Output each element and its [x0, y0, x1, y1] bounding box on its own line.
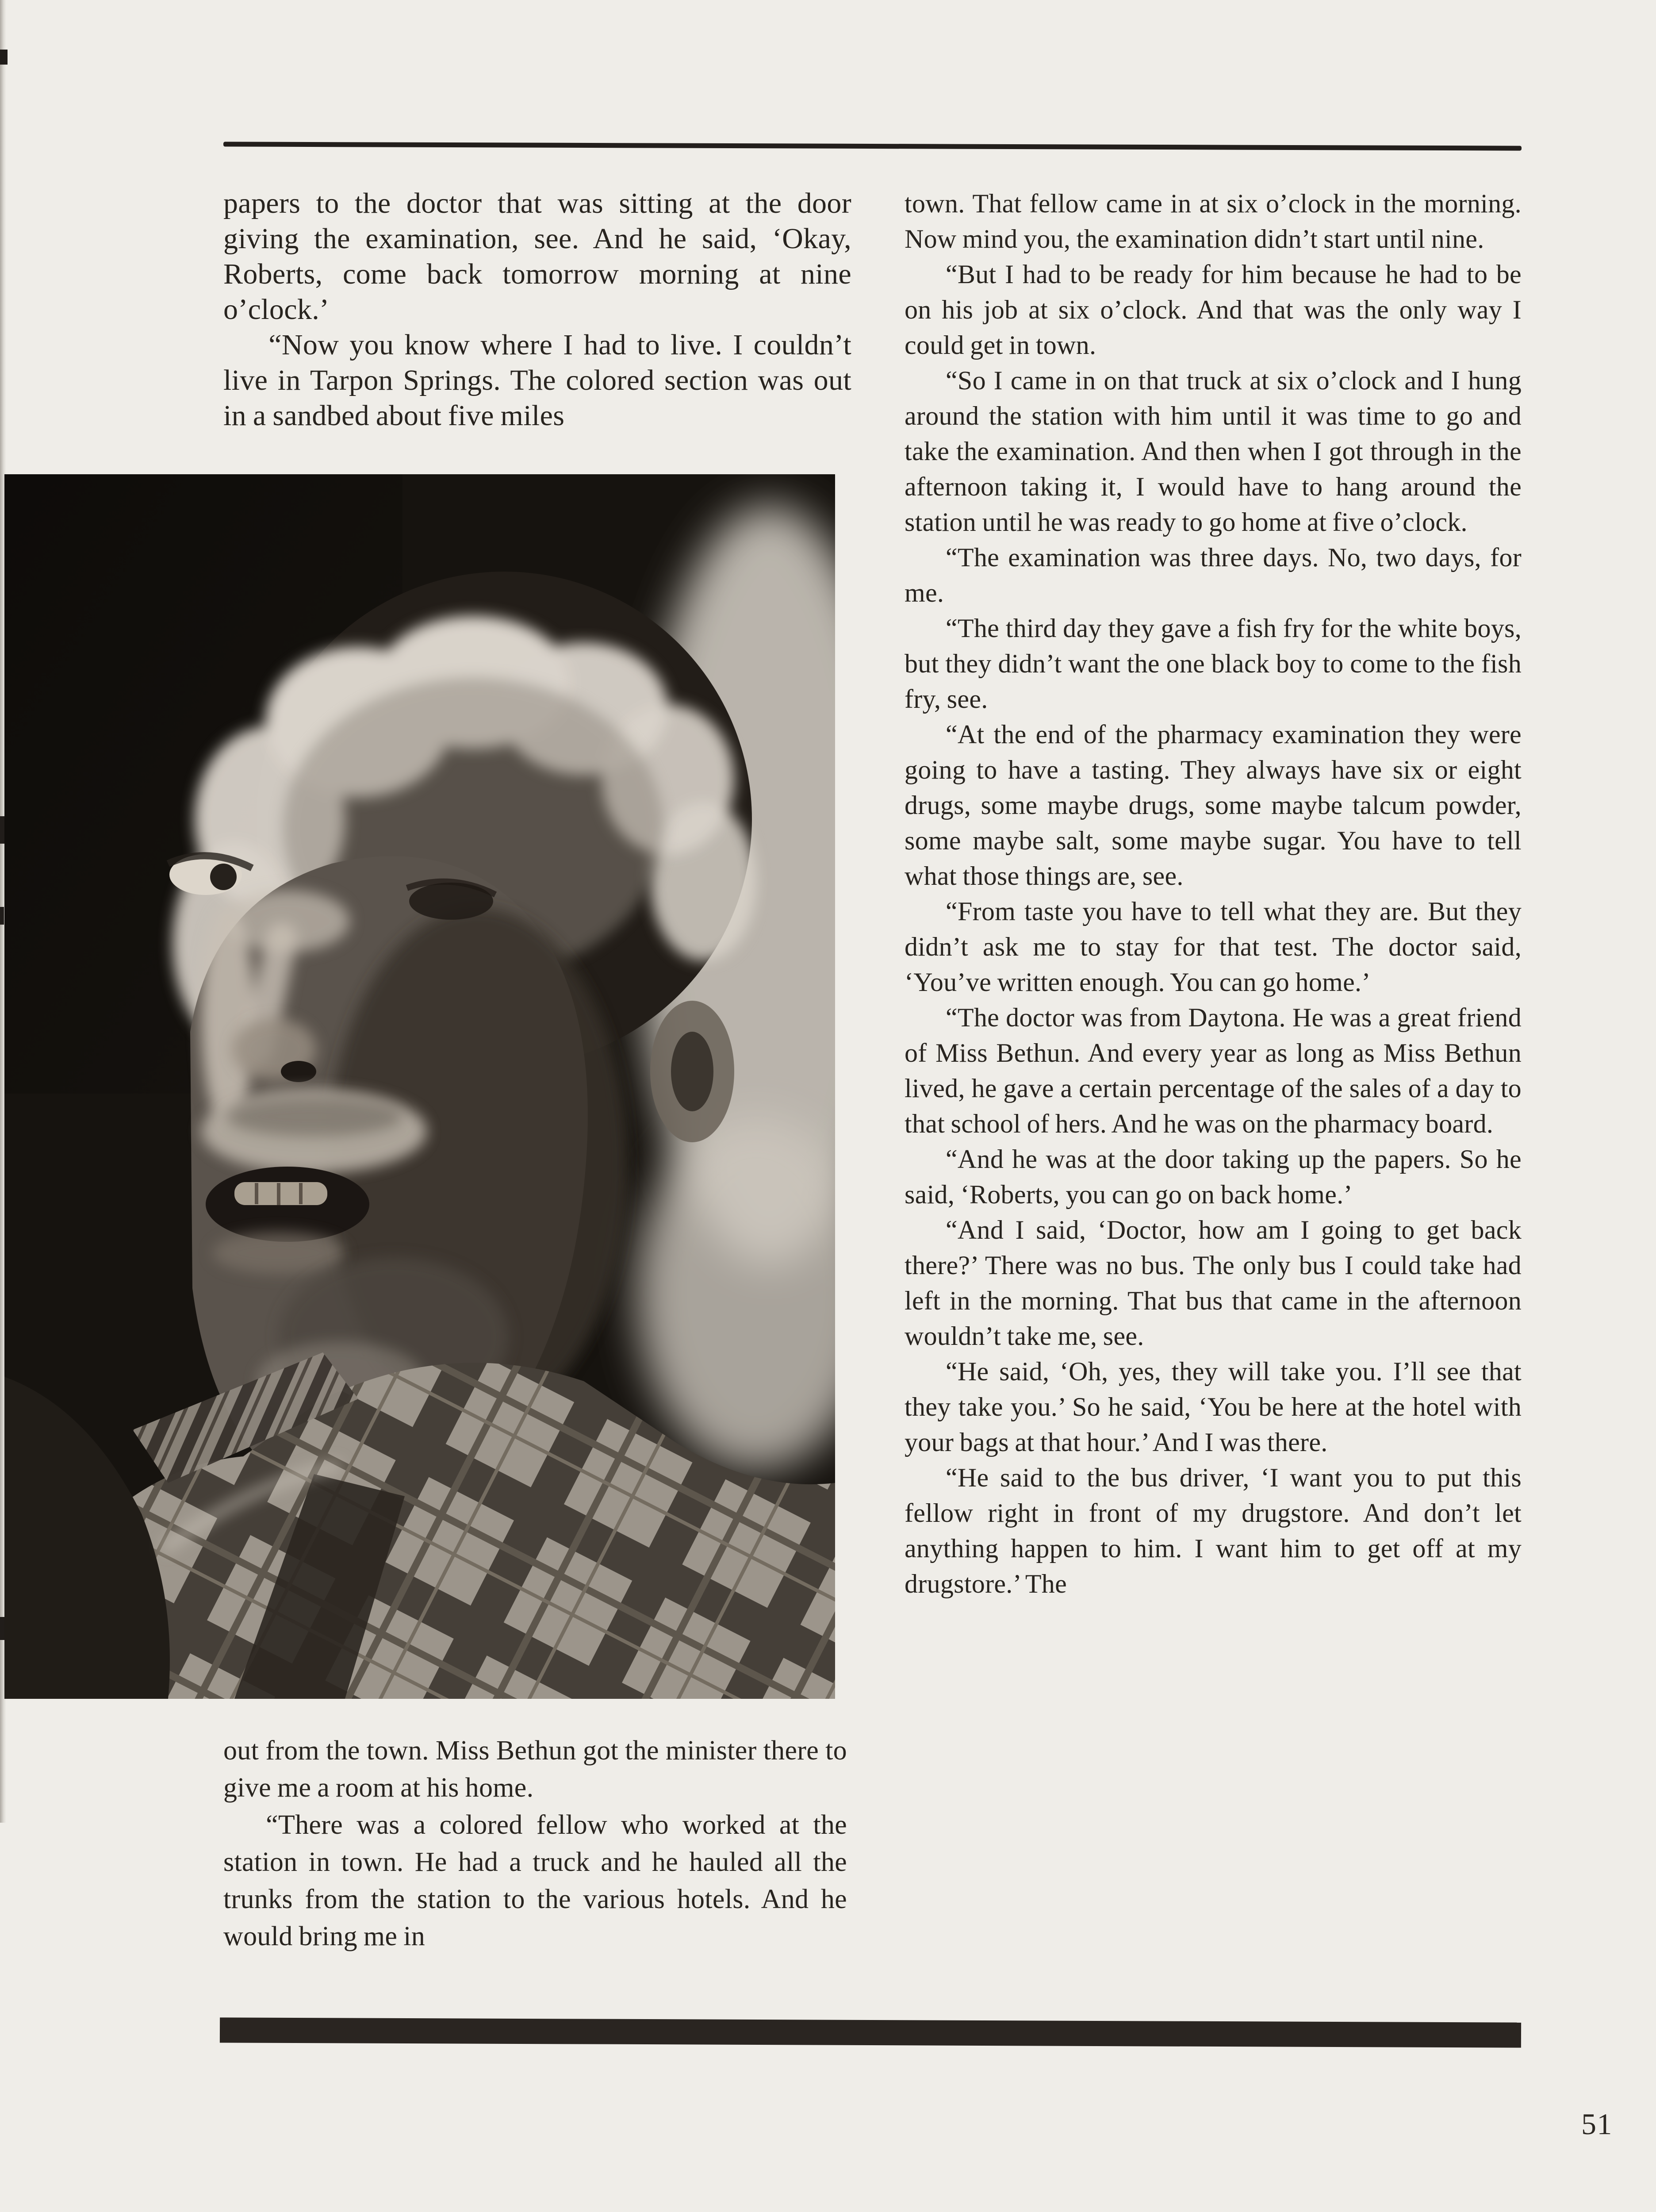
page-number: 51: [1581, 2107, 1613, 2141]
top-rule: [223, 142, 1522, 150]
portrait-photo: [4, 474, 835, 1699]
column-left-bottom: [223, 1732, 847, 1997]
paragraph: “So I came in on that truck at six o’clock and I hung around the station with him until it was time to go and take the examination. And then when I got through in the afternoon taking it, I would have to hang around the station until he was ready to go home at five o’clock.: [905, 366, 1522, 537]
paragraph: “But I had to be ready for him because he had to be on his job at six o’clock. And that was the only way I could get in town.: [905, 260, 1522, 360]
portrait-illustration: [4, 474, 835, 1699]
paragraph: “He said to the bus driver, ‘I want you to put this fellow right in front of my drugstore. And don’t let anything happen to him. I want him to get off at my drugstore.’ The: [905, 1463, 1522, 1598]
paragraph: “From taste you have to tell what they are. But they didn’t ask me to stay for that test. The doctor said, ‘You’ve written enough. You can go home.’: [905, 897, 1522, 997]
paragraph: “He said, ‘Oh, yes, they will take you. I’ll see that they take you.’ So he said, ‘You be here at the hotel with your bags at that hour.’ And I was there.: [905, 1357, 1522, 1457]
paragraph: “And I said, ‘Doctor, how am I going to get back there?’ There was no bus. The only bus I could take had left in the morning. That bus that came in the afternoon wouldn’t take me, see.: [905, 1215, 1522, 1351]
paragraph: “The examination was three days. No, two days, for me.: [905, 543, 1522, 607]
column-right: [905, 186, 1522, 2004]
paragraph: “And he was at the door taking up the papers. So he said, ‘Roberts, you can go on back home.’: [905, 1144, 1522, 1209]
scan-mark: [0, 907, 4, 925]
bottom-bar: [220, 2017, 1521, 2047]
scan-mark: [0, 50, 8, 65]
paragraph: “The doctor was from Daytona. He was a great friend of Miss Bethun. And every year as long as Miss Bethun lived, he gave a certain percentage of the sales of a day to that school of hers. And he was on the pharmacy board.: [905, 1003, 1522, 1138]
paragraph: “At the end of the pharmacy examination they were going to have a tasting. They always have six or eight drugs, some maybe drugs, some maybe talcum powder, some maybe salt, some maybe sugar. You have to tell what those things are, see.: [905, 720, 1522, 891]
paragraph: town. That fellow came in at six o’clock in the morning. Now mind you, the examination didn’t start until nine.: [905, 189, 1522, 253]
paragraph: “There was a colored fellow who worked at the station in town. He had a truck and he hauled all the trunks from the station to the various hotels. And he would bring me in: [223, 1810, 847, 1951]
paragraph: out from the town. Miss Bethun got the minister there to give me a room at his home.: [223, 1736, 847, 1803]
paragraph: “The third day they gave a fish fry for the white boys, but they didn’t want the one black boy to come to the fish fry, see.: [905, 614, 1522, 714]
column-left-top: [223, 186, 851, 473]
paragraph: papers to the doctor that was sitting at the door giving the examination, see. And he said, ‘Okay, Roberts, come back tomorrow morning at nine o’clock.’: [223, 187, 851, 326]
paragraph: “Now you know where I had to live. I couldn’t live in Tarpon Springs. The colored section was out in a sandbed about five miles: [223, 329, 851, 432]
